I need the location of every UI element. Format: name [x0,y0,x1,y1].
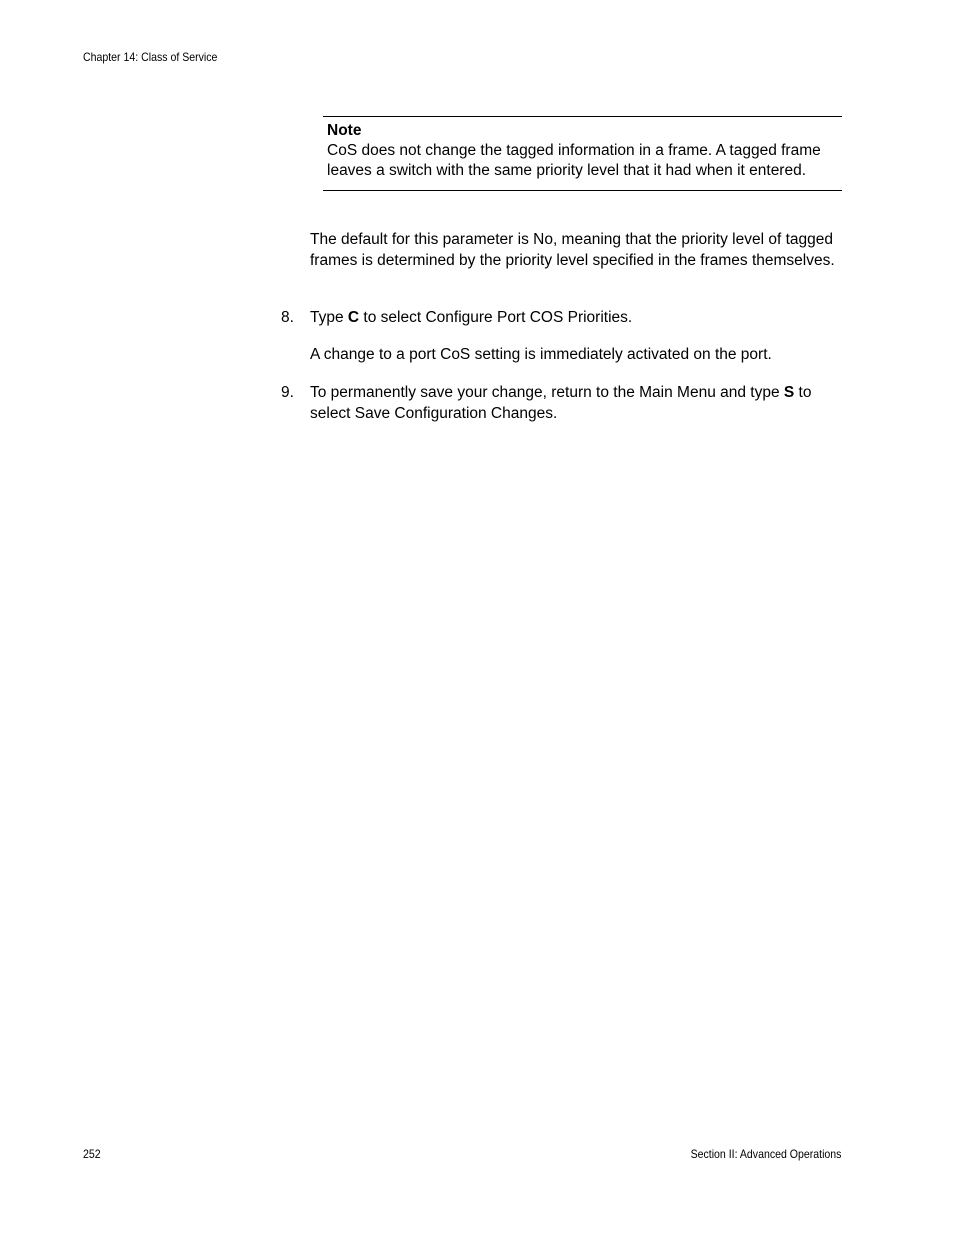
step-text-before: Type [310,309,348,326]
step-key: S [783,384,795,401]
step-9 [281,383,844,424]
step-text-before: To permanently save your change, return to the Main Menu and type [310,384,784,401]
note-body: CoS does not change the tagged information in a frame. A tagged frame leaves a switch with the same priority level that it had when it entered. [327,142,821,179]
step-8 [281,308,844,329]
step-number: 9. [281,384,294,401]
step-text [310,383,844,424]
note-title: Note [327,122,362,139]
running-footer-section: Section II: Advanced Operations [690,1147,841,1161]
step-number: 8. [281,309,294,326]
step-key: C [347,309,360,326]
activation-paragraph: A change to a port CoS setting is immediately activated on the port. [310,346,772,363]
step-text-after: to select Configure Port COS Priorities. [359,309,633,326]
default-parameter-paragraph: The default for this parameter is No, meaning that the priority level of tagged frames is determined by the priority level specified in the frames themselves. [310,231,835,269]
running-header-chapter: Chapter 14: Class of Service [83,50,218,64]
page-number: 252 [83,1147,101,1161]
note-box [323,116,842,191]
step-text-after: to select Save Configuration Changes. [310,384,812,422]
step-text [310,308,844,329]
